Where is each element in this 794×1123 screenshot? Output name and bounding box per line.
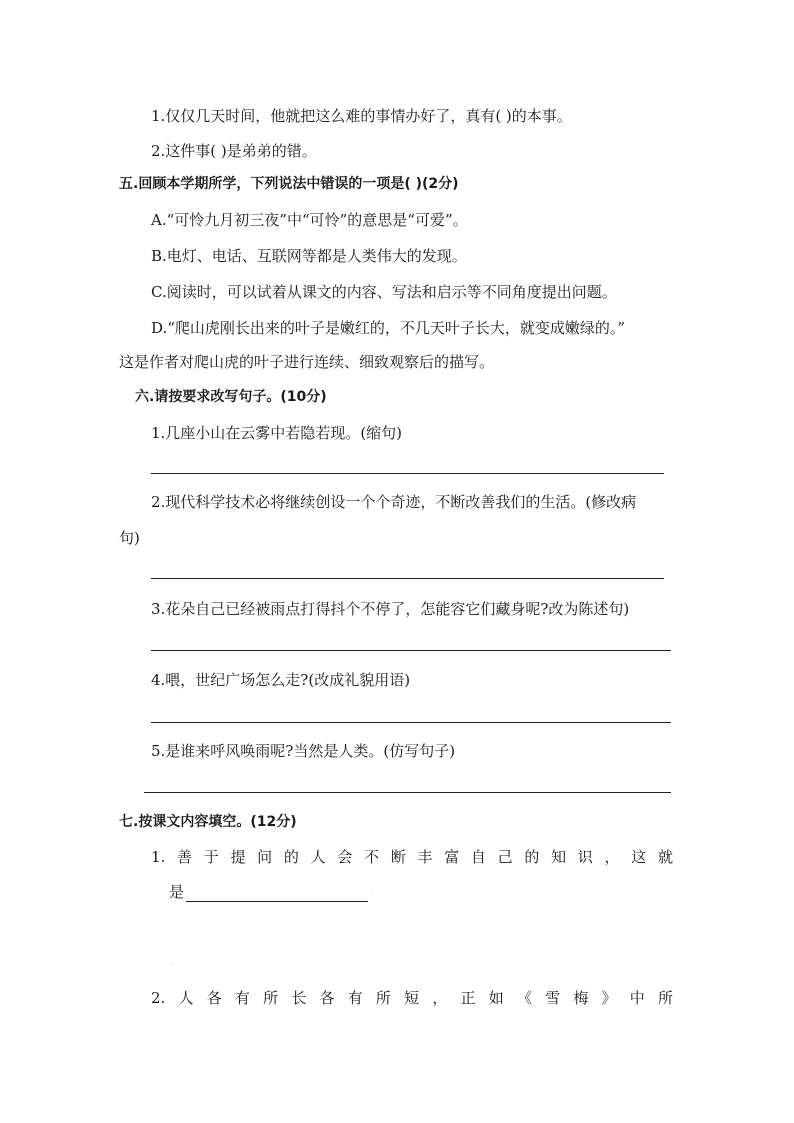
q2-char: 各 — [206, 989, 222, 1007]
q1-char: 就 — [657, 848, 673, 866]
q2-char: 长 — [291, 989, 307, 1007]
section5-option-c: C.阅读时，可以试着从课文的内容、写法和启示等不同角度提出问题。 — [151, 283, 617, 301]
fill-blank-1[interactable] — [186, 885, 368, 902]
q2-char: 所 — [263, 989, 279, 1007]
q1-char: 识 — [577, 848, 593, 866]
q2-char: 雪 — [545, 989, 561, 1007]
q2-char: 所 — [375, 989, 391, 1007]
q1-char: 不 — [364, 848, 380, 866]
q1-char: 己 — [497, 848, 513, 866]
scan-speck: · — [371, 889, 374, 899]
section6-question-5: 5.是谁来呼风唤雨呢?当然是人类。(仿写句子) — [151, 742, 456, 760]
section5-option-d-line1: D.“爬山虎刚长出来的叶子是嫩红的，不几天叶子长大，就变成嫩绿的。” — [151, 319, 626, 337]
q1-char: 善 — [177, 848, 193, 866]
section6-question-1: 1.几座小山在云雾中若隐若现。(缩句) — [151, 424, 403, 442]
answer-line-1[interactable] — [151, 473, 664, 474]
q1-char: 于 — [203, 848, 219, 866]
q1-char: 的 — [283, 848, 299, 866]
scan-speck: · — [170, 960, 173, 970]
answer-line-3[interactable] — [151, 650, 671, 651]
q2-char: 中 — [629, 989, 645, 1007]
q2-char: ， — [432, 989, 448, 1007]
q1-char: 1. — [151, 848, 166, 866]
section6-question-2-line1: 2.现代科学技术必将继续创设一个个奇迹，不断改善我们的生活。(修改病 — [151, 493, 637, 511]
q2-char: 短 — [404, 989, 420, 1007]
section7-question-1-line2 — [169, 882, 368, 902]
q2-char: 有 — [347, 989, 363, 1007]
section6-question-3: 3.花朵自己已经被雨点打得抖个不停了，怎能容它们藏身呢?改为陈述句) — [151, 600, 630, 618]
q1-char: 丰 — [417, 848, 433, 866]
q1-char: 的 — [524, 848, 540, 866]
q2-char: 所 — [657, 989, 673, 1007]
q1-char: 自 — [470, 848, 486, 866]
q2-char: 2. — [151, 989, 166, 1007]
q2-char: 梅 — [573, 989, 589, 1007]
q2-char: 》 — [601, 989, 617, 1007]
q1-char: 问 — [257, 848, 273, 866]
q1-char: 知 — [551, 848, 567, 866]
q2-char: 有 — [234, 989, 250, 1007]
q1-char: 人 — [310, 848, 326, 866]
q2-char: 正 — [460, 989, 476, 1007]
q2-char: 各 — [319, 989, 335, 1007]
section5-option-d-line2: 这是作者对爬山虎的叶子进行连续、细致观察后的描写。 — [119, 353, 495, 371]
q1-char: 这 — [631, 848, 647, 866]
q1-char: ， — [604, 848, 620, 866]
q1-line2-text: 是 — [169, 883, 185, 901]
section4-question-2: 2.这件事( )是弟弟的错。 — [151, 142, 317, 160]
section4-question-1: 1.仅仅几天时间，他就把这么难的事情办好了，真有( )的本事。 — [151, 107, 572, 125]
section5-option-b: B.电灯、电话、互联网等都是人类伟大的发现。 — [151, 247, 467, 265]
q2-char: 《 — [516, 989, 532, 1007]
section7-question-2-line1 — [151, 988, 673, 1008]
section6-heading: 六.请按要求改写句子。(10分) — [135, 389, 327, 405]
q1-char: 会 — [337, 848, 353, 866]
answer-line-2[interactable] — [151, 578, 664, 579]
section5-option-a: A.“可怜九月初三夜”中“可怜”的意思是“可爱”。 — [151, 211, 468, 229]
q1-char: 提 — [230, 848, 246, 866]
section6-question-2-line2: 句) — [119, 529, 140, 547]
section7-question-1-line1 — [151, 847, 673, 867]
q1-char: 断 — [390, 848, 406, 866]
q2-char: 如 — [488, 989, 504, 1007]
section5-heading: 五.回顾本学期所学，下列说法中错误的一项是( )(2分) — [119, 176, 459, 192]
answer-line-4[interactable] — [151, 722, 671, 723]
q1-char: 富 — [444, 848, 460, 866]
section7-heading: 七.按课文内容填空。(12分) — [119, 814, 297, 830]
section6-question-4: 4.喂，世纪广场怎么走?(改成礼貌用语) — [151, 671, 411, 689]
answer-line-5[interactable] — [144, 792, 671, 793]
q2-char: 人 — [178, 989, 194, 1007]
